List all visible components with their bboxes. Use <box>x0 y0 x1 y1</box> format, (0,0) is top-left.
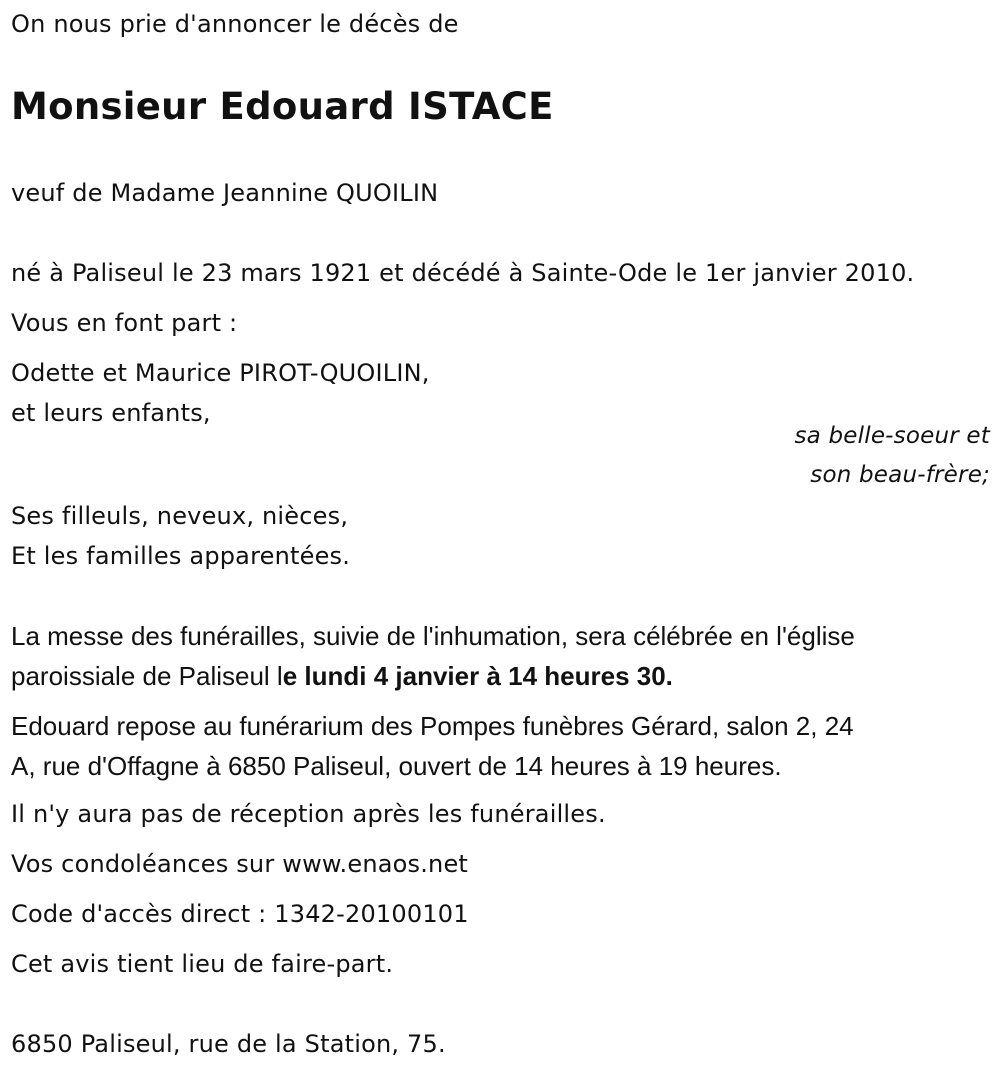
funerarium-line-1: Edouard repose au funérarium des Pompes funèbres Gérard, salon 2, 24 <box>11 711 854 741</box>
family-line-2: et leurs enfants, <box>11 399 211 427</box>
no-reception-text: Il n'y aura pas de réception après les funérailles. <box>11 800 606 828</box>
access-code-text: Code d'accès direct : 1342-20100101 <box>11 900 469 928</box>
funeral-line-2 <box>11 663 673 689</box>
deceased-name: Monsieur Edouard ISTACE <box>11 85 554 128</box>
funeral-line-2-prefix: paroissiale de Paliseul l <box>11 661 283 691</box>
funerarium-line-2: A, rue d'Offagne à 6850 Paliseul, ouvert de 14 heures à 19 heures. <box>11 751 782 781</box>
others-line-1: Ses filleuls, neveux, nièces, <box>11 502 349 530</box>
others-line-2: Et les familles apparentées. <box>11 542 351 570</box>
widower-text: veuf de Madame Jeannine QUOILIN <box>11 179 439 207</box>
birth-death-text: né à Paliseul le 23 mars 1921 et décédé à Sainte-Ode le 1er janvier 2010. <box>11 259 915 287</box>
funeral-line-1: La messe des funérailles, suivie de l'inhumation, sera célébrée en l'église <box>11 621 855 651</box>
family-line-1: Odette et Maurice PIROT-QUOILIN, <box>11 359 430 387</box>
relation-line-2: son beau-frère; <box>810 462 990 488</box>
intro-text: On nous prie d'annoncer le décès de <box>11 10 459 38</box>
notice-note-text: Cet avis tient lieu de faire-part. <box>11 950 394 978</box>
address-text: 6850 Paliseul, rue de la Station, 75. <box>11 1030 446 1058</box>
relation-line-1: sa belle-soeur et <box>794 423 990 449</box>
funeral-date-time: e lundi 4 janvier à 14 heures 30. <box>282 661 673 691</box>
announced-by-text: Vous en font part : <box>11 309 238 337</box>
condolences-text: Vos condoléances sur www.enaos.net <box>11 850 469 878</box>
